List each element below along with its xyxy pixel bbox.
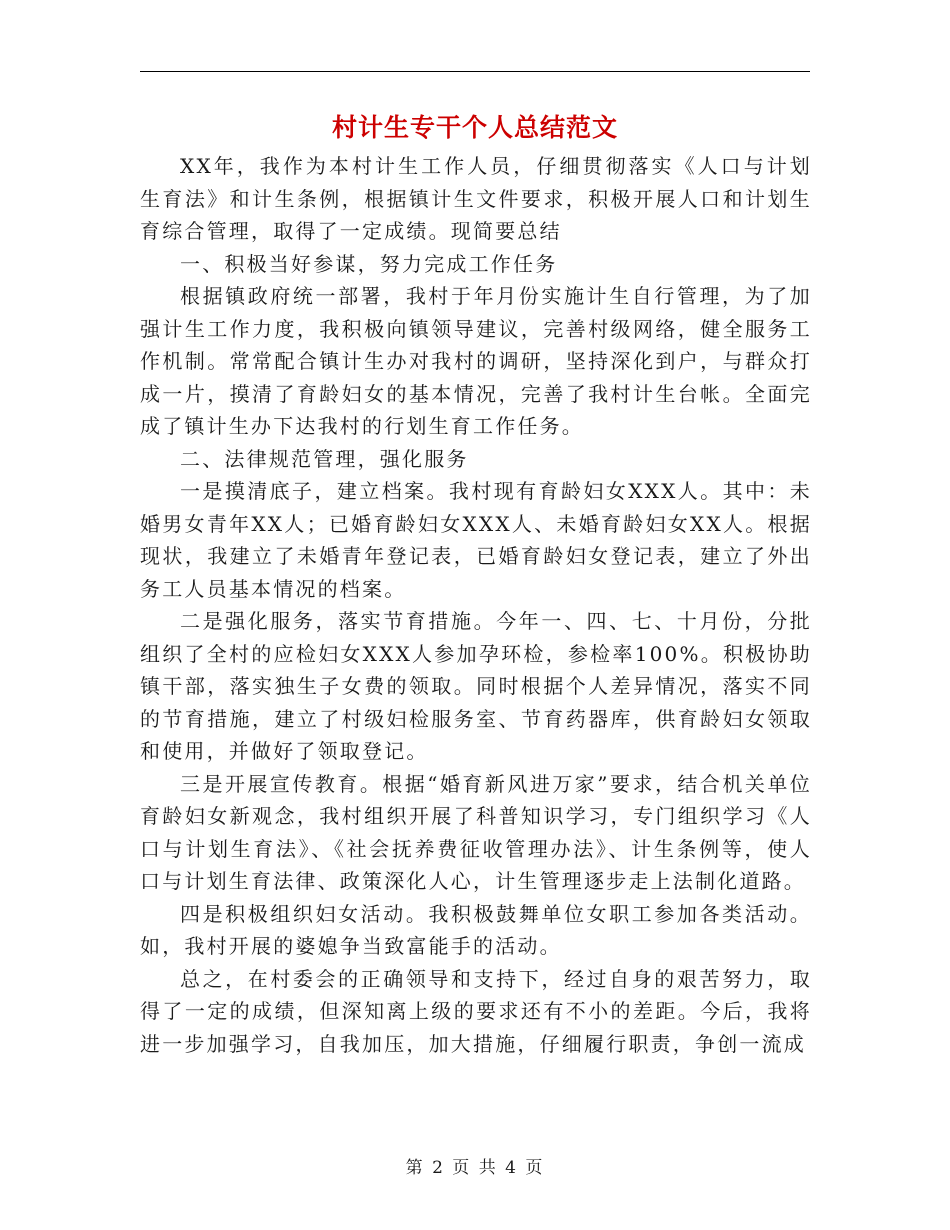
paragraph-item-4: 四是积极组织妇女活动。我积极鼓舞单位女职工参加各类活动。如，我村开展的婆媳争当致富能手的活动。 (140, 901, 812, 958)
document-title: 村计生专干个人总结范文 (331, 113, 618, 142)
paragraph-conclusion: 总之，在村委会的正确领导和支持下，经过自身的艰苦努力，取得了一定的成绩，但深知离上级的要求还有不小的差距。今后，我将进一步加强学习，自我加压，加大措施，仔细履行职责，争创一流成 (140, 966, 812, 1056)
header-rule (140, 71, 810, 72)
paragraph-item-2: 二是强化服务，落实节育措施。今年一、四、七、十月份，分批组织了全村的应检妇女XXX人参加孕环检，参检率100%。积极协助镇干部，落实独生子女费的领取。同时根据个人差异情况，落实不同的节育措施，建立了村级妇检服务室、节育药器库，供育龄妇女领取和使用，并做好了领取登记。 (140, 609, 812, 763)
section-heading-1: 一、积极当好参谋，努力完成工作任务 (180, 251, 558, 276)
paragraph-section-1: 根据镇政府统一部署，我村于年月份实施计生自行管理，为了加强计生工作力度，我积极向镇领导建议，完善村级网络，健全服务工作机制。常常配合镇计生办对我村的调研，坚持深化到户，与群众打成一片，摸清了育龄妇女的基本情况，完善了我村计生台帐。全面完成了镇计生办下达我村的行划生育工作任务。 (140, 284, 812, 438)
page-number: 第 2 页 共 4 页 (405, 1158, 545, 1178)
paragraph-intro: XX年，我作为本村计生工作人员，仔细贯彻落实《人口与计划生育法》和计生条例，根据镇计生文件要求，积极开展人口和计划生育综合管理，取得了一定成绩。现简要总结 (140, 154, 812, 243)
section-heading-2: 二、法律规范管理，强化服务 (180, 446, 469, 471)
paragraph-item-1: 一是摸清底子，建立档案。我村现有育龄妇女XXX人。其中：未婚男女青年XX人；已婚育龄妇女XXX人、未婚育龄妇女XX人。根据现状，我建立了未婚青年登记表，已婚育龄妇女登记表，建立了外出务工人员基本情况的档案。 (140, 479, 812, 601)
document-body (140, 150, 812, 1060)
paragraph-item-3: 三是开展宣传教育。根据“婚育新风进万家”要求，结合机关单位育龄妇女新观念，我村组织开展了科普知识学习，专门组织学习《人口与计划生育法》、《社会抚养费征收管理办法》、计生条例等，使人口与计划生育法律、政策深化人心，计生管理逐步走上法制化道路。 (140, 771, 812, 893)
